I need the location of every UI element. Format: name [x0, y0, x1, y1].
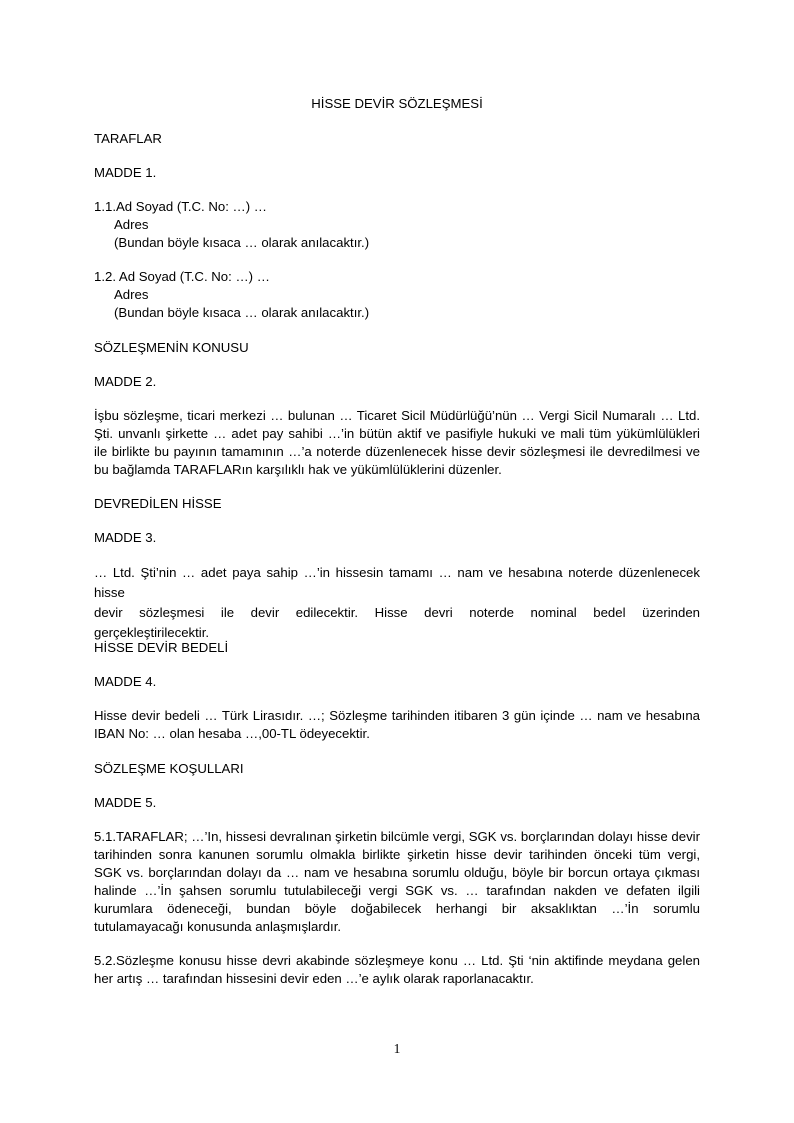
section-heading-bedel: HİSSE DEVİR BEDELİ — [94, 640, 229, 655]
madde-5: MADDE 5. — [94, 795, 157, 810]
section-heading-konu: SÖZLEŞMENİN KONUSU — [94, 340, 249, 355]
paragraph-line: bu bağlamda TARAFLARın karşılıklı hak ve yükümlülüklerini düzenler. — [94, 462, 502, 477]
paragraph-line: her artış … tarafından hissesini devir eden …’e aylık olarak raporlanacaktır. — [94, 971, 534, 986]
madde-3: MADDE 3. — [94, 530, 157, 545]
madde-4: MADDE 4. — [94, 674, 157, 689]
paragraph-line: 5.1.TARAFLAR; …’In, hissesi devralınan şirketin bilcümle vergi, SGK vs. borçlarından dolayı hisse devir — [94, 829, 700, 844]
clause-5-1 — [94, 828, 700, 936]
paragraph-line: kurumlara ödeneceği, bundan böyle doğabilecek herhangi bir aksaklıktan …’İn sorumlu — [94, 901, 700, 916]
madde-3-paragraph — [94, 563, 700, 643]
madde-4-paragraph — [94, 707, 700, 743]
paragraph-line: devir sözleşmesi ile devir edilecektir. Hisse devri noterde nominal bedel üzerinden — [94, 605, 700, 620]
paragraph-line: 5.2.Sözleşme konusu hisse devri akabinde sözleşmeye konu … Ltd. Şti ‘nin aktifinde meydana gelen — [94, 953, 700, 968]
clause-5-2 — [94, 952, 700, 988]
paragraph-line: Şti. unvanlı şirkette … adet pay sahibi …’in bütün aktif ve pasifiyle hukuki ve mali tüm yükümlülükleri — [94, 426, 700, 441]
paragraph-line: İşbu sözleşme, ticari merkezi … bulunan … Ticaret Sicil Müdürlüğü’nün … Vergi Sicil Numaralı … Ltd. — [94, 408, 700, 423]
page-number: 1 — [393, 1041, 401, 1056]
paragraph-line: tarihinden sonra kanunen sorumlu olmakla birlikte şirketin hisse devir tarihinden önceki tüm vergi, — [94, 847, 700, 862]
party2-name: 1.2. Ad Soyad (T.C. No: …) … — [94, 269, 270, 284]
document-title: HİSSE DEVİR SÖZLEŞMESİ — [311, 96, 483, 111]
section-heading-kosullar: SÖZLEŞME KOŞULLARI — [94, 761, 244, 776]
party1-name: 1.1.Ad Soyad (T.C. No: …) … — [94, 199, 267, 214]
paragraph-line: IBAN No: … olan hesaba …,00-TL ödeyecektir. — [94, 726, 370, 741]
paragraph-line: tutulamayacağı konusunda anlaşmışlardır. — [94, 919, 342, 934]
madde-2: MADDE 2. — [94, 374, 157, 389]
paragraph-line: Hisse devir bedeli … Türk Lirasıdır. …; Sözleşme tarihinden itibaren 3 gün içinde … nam ve hesabına — [94, 708, 700, 723]
section-heading-taraflar: TARAFLAR — [94, 131, 162, 146]
paragraph-line: gerçekleştirilecektir. — [94, 625, 210, 640]
madde-1: MADDE 1. — [94, 165, 157, 180]
paragraph-line: halinde …’İn şahsen sorumlu tutulabileceği vergi SGK vs. … tarafından nakden ve defaten ilgili — [94, 883, 700, 898]
party1-address: Adres — [114, 217, 149, 232]
madde-2-paragraph — [94, 407, 700, 479]
party1-note: (Bundan böyle kısaca … olarak anılacaktır.) — [114, 235, 370, 250]
paragraph-line: … Ltd. Şti’nin … adet paya sahip …’in hissesin tamamı … nam ve hesabına noterde düzenlenecek hisse — [94, 565, 700, 600]
section-heading-devredilen: DEVREDİLEN HİSSE — [94, 496, 222, 511]
paragraph-line: ile birlikte bu payının tamamının …’a noterde düzenlenecek hisse devir sözleşmesi ile devredilmesi ve — [94, 444, 700, 459]
party2-note: (Bundan böyle kısaca … olarak anılacaktır.) — [114, 305, 370, 320]
paragraph-line: SGK vs. borçlarından dolayı da … nam ve hesabına sorumlu olduğu, böyle bir borcun ortaya çıkması — [94, 865, 700, 880]
party2-address: Adres — [114, 287, 149, 302]
